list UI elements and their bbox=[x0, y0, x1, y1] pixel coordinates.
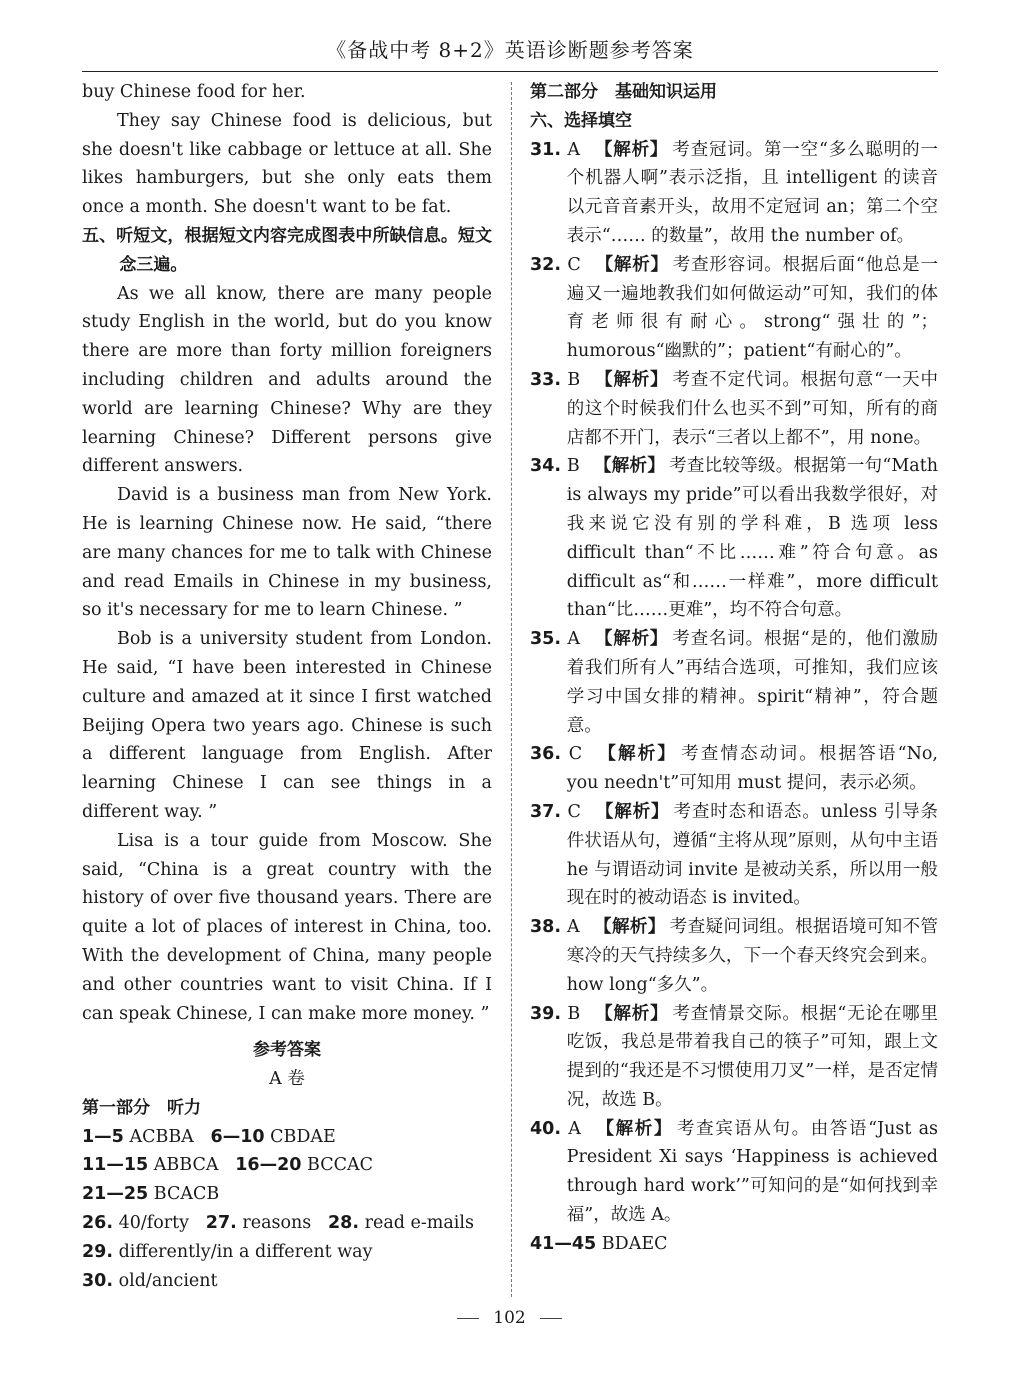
paragraph: Bob is a university student from London. He said, “I have been interested in Chinese culture and amazed at it since I first watched Beijing Opera two years ago. Chinese is such a different language from English. After learning Chinese I can see things in a different way. ” bbox=[82, 629, 492, 822]
item-number: 32. bbox=[530, 254, 562, 275]
answer-value: BCACB bbox=[153, 1184, 220, 1205]
item-text: 考查疑问词组。根据语境可知不管寒冷的天气持续多久，下一个春天终究会到来。how long“多久”。 bbox=[566, 917, 939, 995]
page-footer bbox=[0, 1308, 1019, 1328]
analysis-tag: 【解析】 bbox=[593, 917, 666, 938]
item-answer: A bbox=[567, 917, 580, 938]
page-number: 102 bbox=[493, 1308, 526, 1328]
item-answer: A bbox=[567, 629, 581, 650]
item-text: 考查宾语从句。由答语“Just as President Xi says ‘Happiness is achieved through hard work’”可知问的是“如何找到幸福”，故选 A。 bbox=[566, 1118, 938, 1226]
footer-dash bbox=[457, 1318, 479, 1319]
answer-explanations bbox=[530, 136, 938, 1230]
item-number: 36. bbox=[530, 744, 562, 765]
answer-value: CBDAE bbox=[270, 1126, 336, 1147]
footer-dash bbox=[540, 1318, 562, 1319]
analysis-tag: 【解析】 bbox=[594, 629, 669, 650]
explanation-item bbox=[530, 251, 938, 366]
item-answer: C bbox=[567, 254, 581, 275]
answer-value: old/ancient bbox=[118, 1270, 218, 1291]
item-number: 40. bbox=[530, 1118, 562, 1139]
item-answer: B bbox=[567, 369, 581, 390]
item-text: 考查情景交际。根据“无论在哪里吃饭，我总是带着我自己的筷子”可知，跟上文提到的“我还是不习惯使用刀叉”一样，是否定情况，故选 B。 bbox=[566, 1003, 939, 1110]
explanation-item bbox=[530, 1115, 938, 1230]
paragraph: David is a business man from New York. He is learning Chinese now. He said, “there are many chances for me to talk with Chinese and read Emails in Chinese in my business, so it's necessary for me to learn Chinese. ” bbox=[82, 485, 492, 621]
answer-line bbox=[530, 1230, 938, 1259]
answer-value: BDAEC bbox=[601, 1233, 668, 1254]
answer-range: 21—25 bbox=[82, 1184, 149, 1205]
item-number: 37. bbox=[530, 801, 562, 822]
answer-number: 29. bbox=[82, 1241, 114, 1262]
explanation-item bbox=[530, 625, 938, 740]
explanation-item bbox=[530, 366, 938, 452]
analysis-tag: 【解析】 bbox=[596, 744, 678, 765]
answer-value: differently/in a different way bbox=[118, 1241, 373, 1262]
paragraph: They say Chinese food is delicious, but she doesn't like cabbage or lettuce at all. She likes hamburgers, but she only eats them once a month. She doesn't want to be fat. bbox=[82, 110, 492, 218]
item-answer: B bbox=[567, 1003, 581, 1024]
item-answer: C bbox=[567, 801, 581, 822]
item-answer: C bbox=[568, 744, 583, 765]
item-answer: A bbox=[567, 139, 581, 160]
item-text: 考查名词。根据“是的，他们激励着我们所有人”再结合选项，可推知，我们应该学习中国女排的精神。spirit“精神”，符合题意。 bbox=[566, 629, 938, 736]
item-text: 考查形容词。根据后面“他总是一遍又一遍地教我们如何做运动”可知，我们的体育老师很有耐心。strong“强壮的”；humorous“幽默的”；patient“有耐心的”。 bbox=[566, 254, 938, 362]
answers-title: 参考答案 bbox=[253, 1040, 321, 1061]
header-rule bbox=[82, 71, 938, 72]
paragraph: buy Chinese food for her. bbox=[82, 82, 306, 102]
item-number: 31. bbox=[530, 139, 562, 160]
answer-value: BCCAC bbox=[307, 1155, 374, 1176]
part1-title: 第一部分 听力 bbox=[82, 1097, 201, 1118]
answer-number: 30. bbox=[82, 1270, 114, 1291]
item-number: 33. bbox=[530, 369, 562, 390]
analysis-tag: 【解析】 bbox=[594, 254, 669, 275]
answer-value: ABBCA bbox=[153, 1155, 219, 1176]
item-text: 考查时态和语态。unless 引导条件状语从句，遵循“主将从现”原则，从句中主语 he 与谓语动词 invite 是被动关系，所以用一般现在时的被动语态 is invited。 bbox=[566, 801, 938, 909]
item-answer: B bbox=[566, 456, 580, 477]
answer-value: read e-mails bbox=[364, 1213, 474, 1234]
analysis-tag: 【解析】 bbox=[594, 1003, 669, 1024]
explanation-item bbox=[530, 913, 938, 999]
answer-number: 27. bbox=[205, 1213, 237, 1234]
item-number: 38. bbox=[530, 917, 562, 938]
answer-line bbox=[82, 1238, 492, 1267]
answer-range: 11—15 bbox=[82, 1155, 149, 1176]
item-answer: A bbox=[568, 1118, 581, 1139]
answer-line bbox=[82, 1180, 492, 1209]
answer-value: ACBBA bbox=[129, 1126, 194, 1147]
page-header: 《备战中考 8+2》英语诊断题参考答案 bbox=[326, 38, 694, 62]
section-5-title: 五、听短文，根据短文内容完成图表中所缺信息。短文念三遍。 bbox=[82, 225, 492, 275]
answer-line bbox=[82, 1151, 492, 1180]
section-6-title: 六、选择填空 bbox=[530, 110, 632, 131]
item-text: 考查冠词。第一空“多么聪明的一个机器人啊”表示泛指，且 intelligent 的读音以元音音素开头，故用不定冠词 an；第二个空表示“…… 的数量”，故用 the number of。 bbox=[566, 139, 938, 246]
answer-line bbox=[82, 1123, 492, 1152]
item-number: 39. bbox=[530, 1003, 562, 1024]
analysis-tag: 【解析】 bbox=[594, 369, 669, 390]
answer-range: 41—45 bbox=[530, 1233, 597, 1254]
answer-range: 1—5 bbox=[82, 1126, 124, 1147]
answer-line bbox=[82, 1267, 492, 1296]
part2-title: 第二部分 基础知识运用 bbox=[530, 82, 717, 102]
item-text: 考查不定代词。根据句意“一天中的这个时候我们什么也买不到”可知，所有的商店都不开门，表示“三者以上都不”，用 none。 bbox=[566, 369, 939, 448]
analysis-tag: 【解析】 bbox=[594, 801, 670, 822]
right-column bbox=[530, 78, 938, 1259]
explanation-item bbox=[530, 740, 938, 798]
analysis-tag: 【解析】 bbox=[594, 1118, 673, 1139]
answer-line bbox=[82, 1209, 492, 1238]
answer-range: 6—10 bbox=[210, 1126, 265, 1147]
answer-value: 40/forty bbox=[118, 1213, 190, 1234]
answer-number: 26. bbox=[82, 1213, 114, 1234]
item-text: 考查情态动词。根据答语“No, you needn't”可知用 must 提问，表示必须。 bbox=[566, 744, 938, 794]
volume-label: A 卷 bbox=[269, 1069, 305, 1090]
left-column bbox=[82, 78, 492, 1295]
answer-range: 16—20 bbox=[235, 1155, 302, 1176]
explanation-item bbox=[530, 1000, 938, 1115]
analysis-tag: 【解析】 bbox=[594, 139, 669, 160]
answer-number: 28. bbox=[328, 1213, 360, 1234]
paragraph: As we all know, there are many people study English in the world, but do you know there are more than forty million foreigners including children and adults around the world are learning Chinese? Why are they learning Chinese? Different persons give different answers. bbox=[82, 283, 492, 477]
paragraph: Lisa is a tour guide from Moscow. She said, “China is a great country with the history of over five thousand years. There are quite a lot of places of interest in China, too. With the development of China, many people and other countries want to visit China. If I can speak Chinese, I can make more money. ” bbox=[82, 830, 492, 1024]
column-divider bbox=[511, 82, 512, 1297]
explanation-item bbox=[530, 798, 938, 913]
explanation-item bbox=[530, 452, 938, 625]
analysis-tag: 【解析】 bbox=[593, 456, 666, 477]
item-number: 34. bbox=[530, 456, 562, 477]
answer-value: reasons bbox=[242, 1213, 312, 1234]
item-text: 考查比较等级。根据第一句“Math is always my pride”可以看出我数学很好，对我来说它没有别的学科难，B 选项 less difficult than“不比……难”符合句意。as difficult as“和……一样难”，more difficult than“比……更难”，均不符合句意。 bbox=[566, 456, 938, 621]
item-number: 35. bbox=[530, 629, 562, 650]
explanation-item bbox=[530, 136, 938, 251]
